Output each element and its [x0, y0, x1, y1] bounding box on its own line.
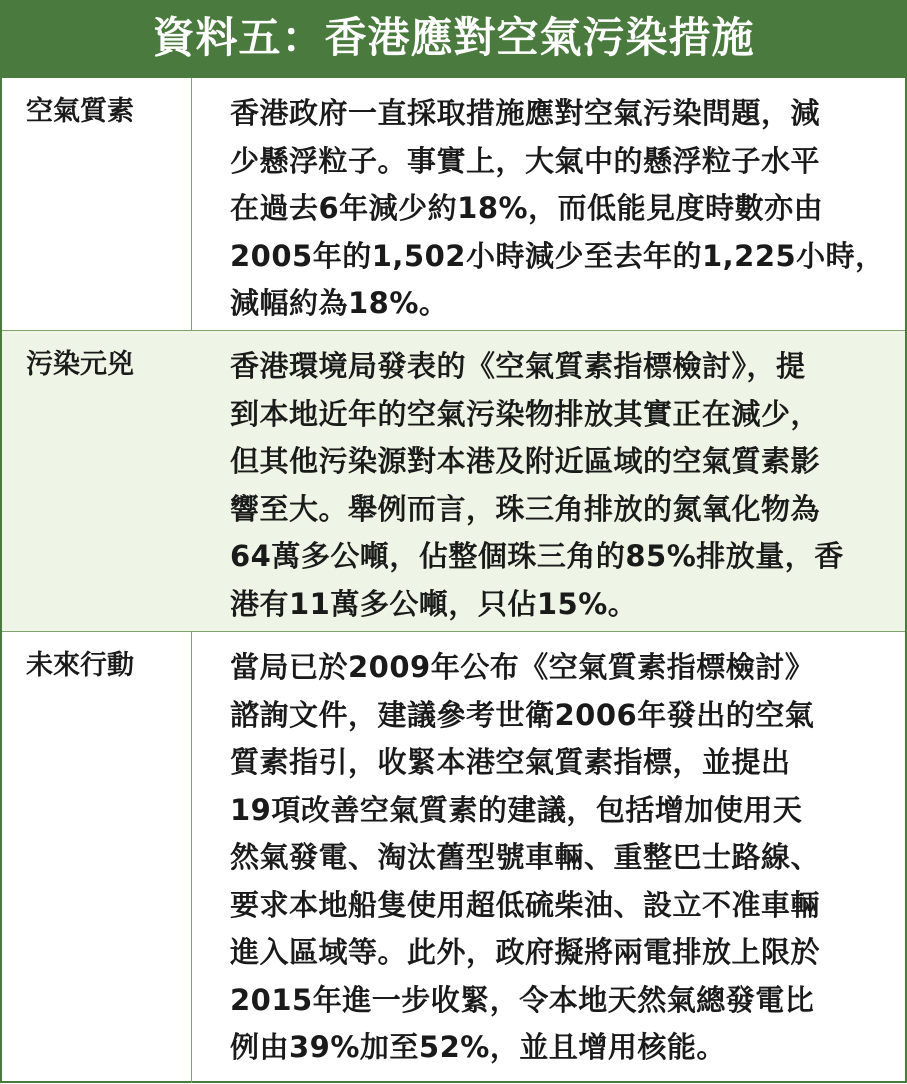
text-line: 到本地近年的空氣污染物排放其實正在減少，: [230, 396, 821, 431]
text-line: 減幅約為18%。: [230, 286, 449, 320]
text-line: 例由39%加至52%，並且增用核能。: [230, 1030, 726, 1064]
text-line: 當局已於2009年公布《空氣質素指標檢討》: [230, 650, 815, 684]
table-row-future-actions: [2, 631, 905, 1084]
text-line: 香港環境局發表的《空氣質素指標檢討》，提: [230, 349, 806, 383]
row-text-pollution-sources: [230, 343, 894, 628]
text-line: 要求本地船隻使用超低硫柴油、設立不准車輛: [230, 887, 821, 922]
row-label-air-quality: 空氣質素: [26, 96, 134, 127]
row-label-pollution-sources: 污染元兇: [26, 349, 134, 380]
text-line: 但其他污染源對本港及附近區域的空氣質素影: [230, 444, 821, 478]
row-label-future-actions: 未來行動: [26, 650, 134, 681]
text-line: 港有11萬多公噸，只佔15%。: [230, 586, 638, 621]
text-line: 64萬多公噸，佔整個珠三角的85%排放量，香: [230, 539, 844, 573]
row-text-air-quality: [230, 90, 894, 328]
text-line: 在過去6年減少約18%，而低能見度時數亦由: [230, 191, 824, 225]
table-row-air-quality: [2, 78, 905, 330]
text-line: 諮詢文件，建議參考世衛2006年發出的空氣: [230, 697, 815, 732]
text-line: 質素指引，收緊本港空氣質素指標，並提出: [230, 745, 791, 779]
info-table: [0, 76, 907, 1083]
text-line: 2015年進一步收緊，令本地天然氣總發電比: [230, 982, 815, 1017]
text-line: 2005年的1,502小時減少至去年的1,225小時，: [230, 238, 885, 273]
text-line: 然氣發電、淘汰舊型號車輛、重整巴士路線、: [230, 840, 821, 874]
document-title: 資料五：香港應對空氣污染措施: [0, 0, 907, 76]
text-line: 19項改善空氣質素的建議，包括增加使用天: [230, 792, 803, 827]
text-line: 響至大。舉例而言，珠三角排放的氮氧化物為: [230, 491, 821, 526]
row-text-future-actions: [230, 644, 894, 1072]
text-line: 香港政府一直採取措施應對空氣污染問題，減: [230, 96, 821, 130]
text-line: 少懸浮粒子。事實上，大氣中的懸浮粒子水平: [230, 143, 821, 178]
table-row-pollution-sources: [2, 330, 905, 632]
text-line: 進入區域等。此外，政府擬將兩電排放上限於: [230, 935, 821, 969]
